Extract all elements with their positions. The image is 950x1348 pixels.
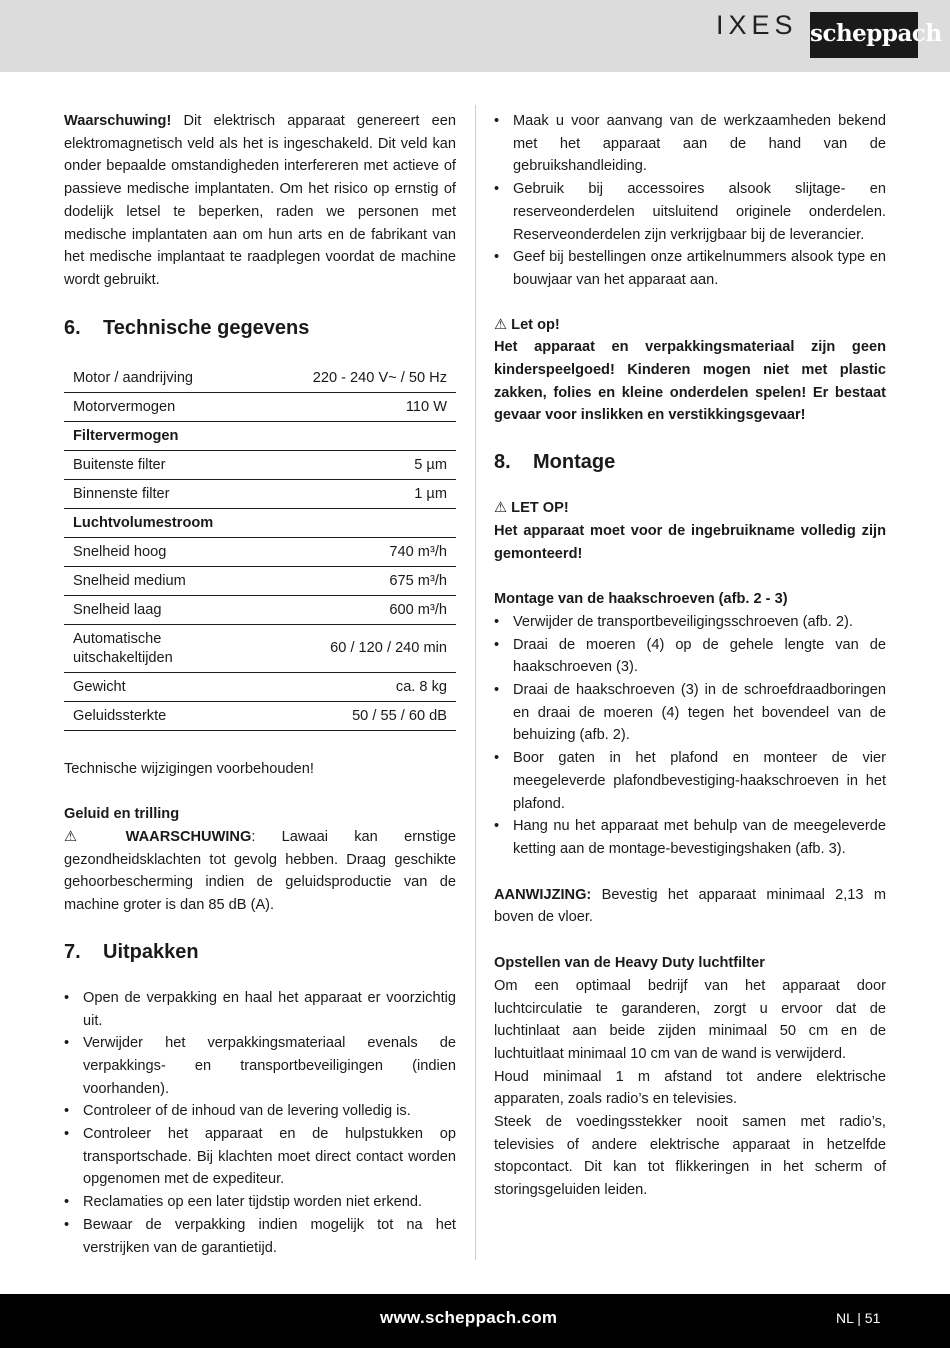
spec-value: 600 m³/h: [262, 595, 456, 624]
list-item: • Draai de haakschroeven (3) in de schroefdraadboringen en draai de moeren (4) tegen het bovendeel van de behuizing (afb. 2).: [494, 679, 886, 747]
section-7-heading: [64, 938, 456, 966]
list-item: • Bewaar de verpakking indien mogelijk tot na het verstrijken van de garantietijd.: [64, 1214, 456, 1259]
note-label: AANWIJZING:: [494, 886, 592, 903]
table-row: [64, 421, 456, 450]
table-row: [64, 508, 456, 537]
spec-label: Geluidssterkte: [64, 701, 262, 730]
noise-warning-label: WAARSCHUWING: [125, 829, 252, 846]
spec-label: Snelheid laag: [64, 595, 262, 624]
spec-value: 5 µm: [262, 450, 456, 479]
list-item: • Gebruik bij accessoires alsook slijtage- en reserveonderdelen uitsluitend originele onderdelen. Reserveonderdelen zijn verkrijgbaar bij de leverancier.: [494, 178, 886, 246]
caution-1-heading: [494, 314, 886, 337]
noise-heading: Geluid en trilling: [64, 806, 180, 823]
table-row: [64, 566, 456, 595]
setup-heading: Opstellen van de Heavy Duty luchtfilter: [494, 955, 765, 972]
caution-2-text: Het apparaat moet voor de ingebruikname volledig zijn gemonteerd!: [494, 522, 886, 562]
table-row: [64, 364, 456, 393]
list-item: • Verwijder de transportbeveiligingsschroeven (afb. 2).: [494, 611, 886, 634]
spec-value: 110 W: [262, 392, 456, 421]
right-column: [494, 110, 886, 1202]
spec-label: Buitenste filter: [64, 450, 262, 479]
spec-label: Motor / aandrijving: [64, 364, 262, 393]
page-number: NL | 51: [836, 1310, 881, 1326]
list-item: • Verwijder het verpakkingsmateriaal evenals de verpakkings- en transportbeveiligingen (indien voorhanden).: [64, 1032, 456, 1100]
spec-value: 50 / 55 / 60 dB: [262, 701, 456, 730]
section-8-heading: [494, 448, 886, 476]
table-row: [64, 392, 456, 421]
technical-data-table: [64, 364, 456, 731]
emf-warning: [64, 110, 456, 292]
tech-note: Technische wijzigingen voorbehouden!: [64, 760, 314, 777]
mounting-note: [494, 884, 886, 929]
caution-2-heading: [494, 497, 886, 520]
spec-label: Gewicht: [64, 672, 262, 701]
list-item: • Reclamaties op een later tijdstip worden niet erkend.: [64, 1191, 456, 1214]
spec-label: Automatische uitschakeltijden: [64, 624, 262, 672]
page-header: [0, 0, 950, 72]
setup-paragraph-3: Steek de voedingsstekker nooit samen met radio’s, televisies of andere elektrische apparaat in hetzelfde stopcontact. Dit kan tot flikkeringen in het scherm of storingsgeluiden leiden.: [494, 1114, 886, 1199]
list-item: • Maak u voor aanvang van de werkzaamheden bekend met het apparaat aan de hand van de gebruikshandleiding.: [494, 110, 886, 178]
list-item: • Boor gaten in het plafond en monteer de vier meegeleverde plafondbevestiging-haakschroeven in het plafond.: [494, 747, 886, 815]
ixes-logo: IXES: [716, 10, 798, 40]
warning-text: Dit elektrisch apparaat genereert een elektromagnetisch veld als het is ingeschakeld. Dit veld kan onder bepaalde omstandigheden interfereren met actieve of passieve medische implantaten. Om het risico op ernstig of dodelijk letsel te beperken, raden we personen met medische implantaten aan om hun arts en de fabrikant van het medische implantaat te raadplegen voordat de machine wordt gebruikt.: [64, 113, 456, 288]
spec-value: 740 m³/h: [262, 537, 456, 566]
caution-1-text: Het apparaat en verpakkingsmateriaal zijn geen kinderspeelgoed! Kinderen mogen niet met plastic zakken, folies en kleine onderdelen spelen! Er bestaat gevaar voor inslikken en verstikkingsgevaar!: [494, 339, 886, 424]
section-title: Uitpakken: [103, 940, 199, 963]
section-number: 7.: [64, 940, 81, 963]
warning-triangle-icon: ⚠: [64, 829, 100, 846]
list-item: • Hang nu het apparaat met behulp van de meegeleverde ketting aan de montage-bevestigingshaken (afb. 3).: [494, 815, 886, 860]
table-row: [64, 479, 456, 508]
section-number: 6.: [64, 316, 81, 339]
setup-paragraph-1: Om een optimaal bedrijf van het apparaat door luchtcirculatie te garanderen, zorgt u ervoor dat de luchtinlaat aan beide zijden minimaal 50 cm en de luchtuitlaat minimaal 10 cm van de wand is verwijderd.: [494, 977, 886, 1062]
table-row: [64, 672, 456, 701]
caution-label: LET OP!: [511, 500, 569, 517]
section-title: Montage: [533, 451, 616, 474]
table-row: [64, 595, 456, 624]
spec-label: Snelheid medium: [64, 566, 262, 595]
section-6-heading: [64, 314, 456, 342]
spec-label: Binnenste filter: [64, 479, 262, 508]
spec-label: Luchtvolumestroom: [64, 508, 262, 537]
caution-label: Let op!: [511, 316, 560, 333]
spec-value: ca. 8 kg: [262, 672, 456, 701]
spec-label: Snelheid hoog: [64, 537, 262, 566]
noise-warning-text: : Lawaai kan ernstige gezondheidsklachten tot gevolg hebben. Draag geschikte gehoorbescherming indien de geluidsproductie van de machine groter is dan 85 dB (A).: [64, 829, 456, 914]
section-number: 8.: [494, 451, 511, 474]
unpack-list: [64, 987, 456, 1259]
warning-label: Waarschuwing!: [64, 113, 172, 129]
spec-label: Filtervermogen: [64, 421, 262, 450]
list-item: • Open de verpakking en haal het apparaat er voorzichtig uit.: [64, 987, 456, 1032]
list-item: • Draai de moeren (4) op de gehele lengte van de haakschroeven (3).: [494, 634, 886, 679]
table-row: [64, 701, 456, 730]
spec-value: [262, 508, 456, 537]
table-row: [64, 450, 456, 479]
spec-value: 220 - 240 V~ / 50 Hz: [262, 364, 456, 393]
list-item: • Controleer het apparaat en de hulpstukken op transportschade. Bij klachten moet direct contact worden opgenomen met de expediteur.: [64, 1123, 456, 1191]
warning-triangle-icon: ⚠: [494, 316, 508, 333]
general-instructions-list: [494, 110, 886, 292]
spec-value: [262, 421, 456, 450]
table-row: [64, 537, 456, 566]
note-text: Bevestig het apparaat minimaal 2,13 m boven de vloer.: [494, 886, 886, 926]
spec-value: 1 µm: [262, 479, 456, 508]
spec-value: 60 / 120 / 240 min: [262, 624, 456, 672]
page-footer: [0, 1294, 950, 1348]
warning-triangle-icon: ⚠: [494, 500, 508, 517]
table-row: [64, 624, 456, 672]
setup-paragraph-2: Houd minimaal 1 m afstand tot andere elektrische apparaten, zoals radio’s en televisies.: [494, 1068, 886, 1108]
column-divider: [475, 105, 476, 1260]
scheppach-logo: scheppach: [810, 12, 918, 58]
website-link[interactable]: www.scheppach.com: [380, 1308, 558, 1327]
left-column: [64, 110, 456, 1259]
list-item: • Controleer of de inhoud van de levering volledig is.: [64, 1100, 456, 1123]
hooks-heading: Montage van de haakschroeven (afb. 2 - 3): [494, 591, 788, 608]
section-title: Technische gegevens: [103, 316, 310, 339]
noise-warning: [64, 826, 456, 917]
list-item: • Geef bij bestellingen onze artikelnummers alsook type en bouwjaar van het apparaat aan.: [494, 246, 886, 291]
hooks-list: [494, 611, 886, 861]
spec-value: 675 m³/h: [262, 566, 456, 595]
spec-label: Motorvermogen: [64, 392, 262, 421]
